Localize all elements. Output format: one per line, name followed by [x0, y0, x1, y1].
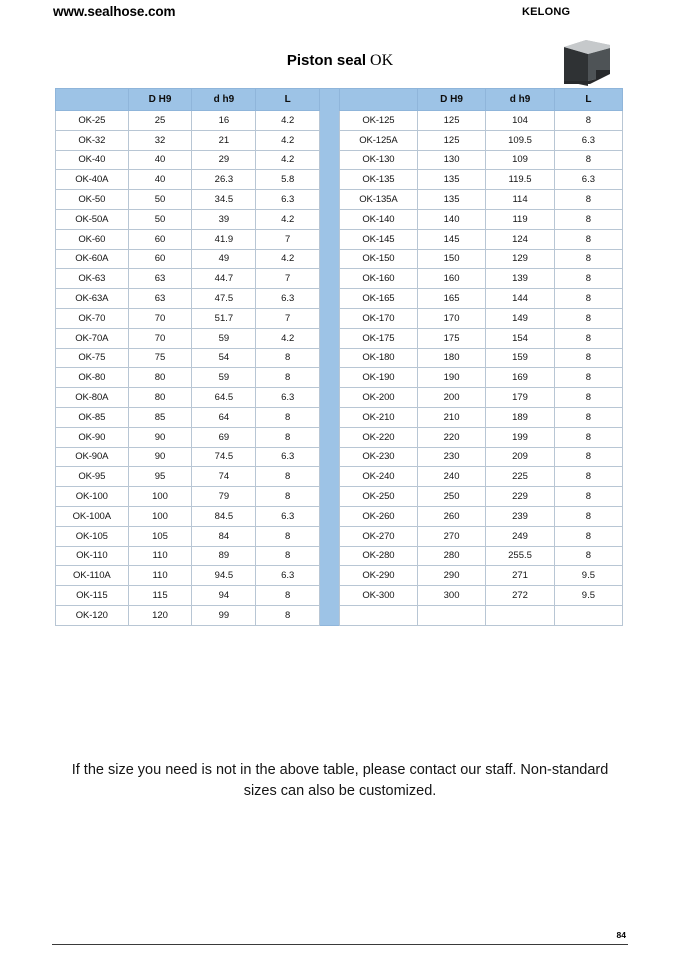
cell-d-h9: 16: [192, 111, 256, 131]
cell-d-h9: 84.5: [192, 506, 256, 526]
table-row: [340, 308, 623, 328]
table-row: [56, 467, 320, 487]
table-row: [340, 150, 623, 170]
site-url: www.sealhose.com: [53, 4, 176, 19]
cell-code: OK-32: [56, 130, 129, 150]
cell-code: OK-250: [340, 487, 418, 507]
cell-d-h9: 154: [486, 328, 554, 348]
table-row: [56, 229, 320, 249]
cell-d-h9: 272: [486, 586, 554, 606]
cell-D-h9: 100: [128, 487, 192, 507]
cell-D-h9: 120: [128, 605, 192, 625]
cell-D-h9: 75: [128, 348, 192, 368]
cell-code: OK-145: [340, 229, 418, 249]
cell-d-h9: 209: [486, 447, 554, 467]
cell-d-h9: 255.5: [486, 546, 554, 566]
cell-code: OK-105: [56, 526, 129, 546]
cell-D-h9: 210: [417, 407, 485, 427]
cell-L: 4.2: [256, 150, 320, 170]
cell-code: OK-90A: [56, 447, 129, 467]
cell-d-h9: 119: [486, 209, 554, 229]
cell-D-h9: 40: [128, 150, 192, 170]
cell-d-h9: 104: [486, 111, 554, 131]
cell-d-h9: 74: [192, 467, 256, 487]
table-body-right: [340, 111, 623, 626]
cell-D-h9: 260: [417, 506, 485, 526]
cell-L: 6.3: [256, 190, 320, 210]
cell-code: OK-270: [340, 526, 418, 546]
cell-L: 8: [256, 526, 320, 546]
table-row: [56, 526, 320, 546]
cell-D-h9: 160: [417, 269, 485, 289]
cell-d-h9: 64: [192, 407, 256, 427]
cell-L: 4.2: [256, 249, 320, 269]
cell-code: OK-63A: [56, 289, 129, 309]
page-number: 84: [616, 930, 626, 940]
cell-code: OK-300: [340, 586, 418, 606]
cell-code: OK-130: [340, 150, 418, 170]
cell-L: 8: [554, 368, 622, 388]
cell-D-h9: 170: [417, 308, 485, 328]
cell-code: OK-125: [340, 111, 418, 131]
cell-L: 7: [256, 308, 320, 328]
piston-seal-profile-icon: [556, 36, 618, 88]
cell-d-h9: 49: [192, 249, 256, 269]
cell-D-h9: 115: [128, 586, 192, 606]
column-header-D: D H9: [417, 89, 485, 111]
table-row: [56, 170, 320, 190]
cell-d-h9: 109.5: [486, 130, 554, 150]
cell-d-h9: 34.5: [192, 190, 256, 210]
cell-L: 8: [554, 209, 622, 229]
cell-L: 6.3: [554, 130, 622, 150]
cell-D-h9: 50: [128, 190, 192, 210]
table-row: [340, 289, 623, 309]
cell-L: 8: [554, 546, 622, 566]
column-header-code: [56, 89, 129, 111]
cell-code: OK-110: [56, 546, 129, 566]
page-title-code: OK: [370, 52, 394, 69]
cell-D-h9: 200: [417, 388, 485, 408]
cell-code: OK-70A: [56, 328, 129, 348]
table-row: [340, 328, 623, 348]
cell-code: OK-40: [56, 150, 129, 170]
table-row: [340, 388, 623, 408]
table-row: [56, 249, 320, 269]
cell-L: 4.2: [256, 209, 320, 229]
table-row: [56, 487, 320, 507]
cell-L: 8: [256, 348, 320, 368]
cell-d-h9: 199: [486, 427, 554, 447]
table-row: [340, 546, 623, 566]
table-row: [340, 566, 623, 586]
table-row: [340, 427, 623, 447]
cell-L: 8: [554, 388, 622, 408]
table-row: [56, 506, 320, 526]
cell-L: 8: [256, 407, 320, 427]
cell-d-h9: 94.5: [192, 566, 256, 586]
cell-code: OK-120: [56, 605, 129, 625]
cell-L: 9.5: [554, 566, 622, 586]
table-row: [56, 388, 320, 408]
cell-L: 8: [554, 190, 622, 210]
cell-d-h9: 84: [192, 526, 256, 546]
table-row: [340, 487, 623, 507]
cell-D-h9: 220: [417, 427, 485, 447]
cell-L: 8: [554, 348, 622, 368]
cell-D-h9: 80: [128, 368, 192, 388]
cell-L: 8: [554, 308, 622, 328]
cell-d-h9: 54: [192, 348, 256, 368]
column-header-D: D H9: [128, 89, 192, 111]
cell-L: 8: [554, 229, 622, 249]
cell-D-h9: 60: [128, 229, 192, 249]
cell-code: OK-80: [56, 368, 129, 388]
table-row: [56, 546, 320, 566]
cell-L: 8: [256, 586, 320, 606]
cell-D-h9: 40: [128, 170, 192, 190]
cell-L: 8: [554, 150, 622, 170]
cell-D-h9: 175: [417, 328, 485, 348]
cell-D-h9: 80: [128, 388, 192, 408]
cell-code: OK-75: [56, 348, 129, 368]
cell-d-h9: 124: [486, 229, 554, 249]
table-header-row: [56, 89, 320, 111]
table-row: [56, 368, 320, 388]
cell-L: 8: [554, 447, 622, 467]
cell-d-h9: 41.9: [192, 229, 256, 249]
cell-D-h9: 25: [128, 111, 192, 131]
table-row: [56, 427, 320, 447]
table-row: [56, 407, 320, 427]
cell-D-h9: 250: [417, 487, 485, 507]
cell-code: [340, 605, 418, 625]
table-row: [340, 526, 623, 546]
cell-D-h9: 240: [417, 467, 485, 487]
cell-D-h9: 90: [128, 447, 192, 467]
cell-L: 5.8: [256, 170, 320, 190]
table-row: [56, 308, 320, 328]
cell-L: 8: [256, 605, 320, 625]
cell-code: OK-175: [340, 328, 418, 348]
cell-L: 8: [554, 328, 622, 348]
cell-D-h9: 230: [417, 447, 485, 467]
table-row: [56, 111, 320, 131]
cell-d-h9: 29: [192, 150, 256, 170]
table-row: [340, 467, 623, 487]
cell-code: OK-60: [56, 229, 129, 249]
brand-name: KELONG: [522, 6, 571, 18]
cell-D-h9: 140: [417, 209, 485, 229]
table-row: [56, 586, 320, 606]
cell-d-h9: 139: [486, 269, 554, 289]
cell-L: 7: [256, 269, 320, 289]
cell-L: 6.3: [256, 447, 320, 467]
cell-code: OK-140: [340, 209, 418, 229]
page-header: [0, 0, 680, 34]
table-row: [340, 249, 623, 269]
column-header-L: L: [256, 89, 320, 111]
cell-d-h9: 119.5: [486, 170, 554, 190]
cell-code: OK-135A: [340, 190, 418, 210]
cell-L: 7: [256, 229, 320, 249]
cell-code: OK-150: [340, 249, 418, 269]
cell-L: 6.3: [554, 170, 622, 190]
cell-code: OK-60A: [56, 249, 129, 269]
cell-L: 8: [554, 506, 622, 526]
cell-D-h9: 135: [417, 170, 485, 190]
cell-L: 8: [256, 546, 320, 566]
table-row: [340, 605, 623, 625]
cell-L: 8: [554, 269, 622, 289]
table-row: [56, 328, 320, 348]
cell-D-h9: 145: [417, 229, 485, 249]
cell-d-h9: 64.5: [192, 388, 256, 408]
cell-code: OK-85: [56, 407, 129, 427]
cell-L: 6.3: [256, 289, 320, 309]
table-row: [340, 209, 623, 229]
cell-code: OK-63: [56, 269, 129, 289]
table-row: [56, 190, 320, 210]
cell-L: 8: [256, 467, 320, 487]
cell-D-h9: 180: [417, 348, 485, 368]
cell-d-h9: 169: [486, 368, 554, 388]
cell-d-h9: 159: [486, 348, 554, 368]
cell-d-h9: 26.3: [192, 170, 256, 190]
table-row: [56, 269, 320, 289]
cell-L: 6.3: [256, 388, 320, 408]
cell-D-h9: 280: [417, 546, 485, 566]
table-row: [340, 447, 623, 467]
cell-L: [554, 605, 622, 625]
cell-code: OK-280: [340, 546, 418, 566]
cell-d-h9: 44.7: [192, 269, 256, 289]
cell-D-h9: 63: [128, 289, 192, 309]
cell-D-h9: 60: [128, 249, 192, 269]
cell-D-h9: 95: [128, 467, 192, 487]
cell-d-h9: 271: [486, 566, 554, 586]
cell-D-h9: 270: [417, 526, 485, 546]
cell-L: 8: [554, 289, 622, 309]
cell-code: OK-110A: [56, 566, 129, 586]
table-header-row: [340, 89, 623, 111]
cell-d-h9: 129: [486, 249, 554, 269]
cell-d-h9: 114: [486, 190, 554, 210]
cell-code: OK-40A: [56, 170, 129, 190]
table-body-left: [56, 111, 320, 626]
cell-code: OK-160: [340, 269, 418, 289]
table-row: [340, 229, 623, 249]
cell-code: OK-210: [340, 407, 418, 427]
cell-D-h9: 105: [128, 526, 192, 546]
cell-L: 8: [554, 526, 622, 546]
page-title-main: Piston seal: [286, 52, 367, 69]
cell-d-h9: 94: [192, 586, 256, 606]
cell-d-h9: 21: [192, 130, 256, 150]
cell-L: 4.2: [256, 130, 320, 150]
cell-code: OK-115: [56, 586, 129, 606]
cell-code: OK-100: [56, 487, 129, 507]
cell-d-h9: 51.7: [192, 308, 256, 328]
cell-D-h9: 50: [128, 209, 192, 229]
table-row: [56, 447, 320, 467]
cell-d-h9: 109: [486, 150, 554, 170]
cell-d-h9: 225: [486, 467, 554, 487]
cell-code: OK-90: [56, 427, 129, 447]
cell-code: OK-200: [340, 388, 418, 408]
table-row: [56, 605, 320, 625]
cell-code: OK-240: [340, 467, 418, 487]
cell-d-h9: 149: [486, 308, 554, 328]
table-row: [340, 190, 623, 210]
cell-L: 6.3: [256, 566, 320, 586]
cell-d-h9: 47.5: [192, 289, 256, 309]
footer-divider: [52, 944, 628, 945]
table-row: [340, 269, 623, 289]
cell-code: OK-190: [340, 368, 418, 388]
table-row: [56, 130, 320, 150]
table-row: [340, 111, 623, 131]
cell-L: 8: [256, 487, 320, 507]
cell-d-h9: 69: [192, 427, 256, 447]
cell-code: OK-25: [56, 111, 129, 131]
cell-d-h9: 239: [486, 506, 554, 526]
cell-D-h9: 190: [417, 368, 485, 388]
cell-d-h9: 59: [192, 368, 256, 388]
product-figure: [556, 36, 618, 88]
cell-d-h9: [486, 605, 554, 625]
column-header-code: [340, 89, 418, 111]
cell-L: 8: [554, 111, 622, 131]
table-row: [340, 586, 623, 606]
table-row: [340, 130, 623, 150]
cell-code: OK-290: [340, 566, 418, 586]
cell-D-h9: 300: [417, 586, 485, 606]
cell-D-h9: 110: [128, 566, 192, 586]
cell-L: 4.2: [256, 111, 320, 131]
column-header-L: L: [554, 89, 622, 111]
cell-code: OK-50: [56, 190, 129, 210]
cell-code: OK-80A: [56, 388, 129, 408]
table-row: [340, 348, 623, 368]
cell-L: 8: [256, 427, 320, 447]
spec-table-right: [339, 88, 623, 626]
cell-d-h9: 59: [192, 328, 256, 348]
cell-D-h9: 125: [417, 111, 485, 131]
cell-L: 8: [554, 249, 622, 269]
cell-code: OK-135: [340, 170, 418, 190]
cell-code: OK-180: [340, 348, 418, 368]
cell-d-h9: 249: [486, 526, 554, 546]
table-row: [56, 566, 320, 586]
cell-D-h9: 85: [128, 407, 192, 427]
cell-code: OK-95: [56, 467, 129, 487]
cell-code: OK-70: [56, 308, 129, 328]
column-header-d: d h9: [486, 89, 554, 111]
cell-D-h9: 130: [417, 150, 485, 170]
cell-d-h9: 89: [192, 546, 256, 566]
cell-code: OK-260: [340, 506, 418, 526]
cell-D-h9: 125: [417, 130, 485, 150]
table-row: [340, 170, 623, 190]
cell-d-h9: 179: [486, 388, 554, 408]
cell-code: OK-170: [340, 308, 418, 328]
cell-D-h9: 165: [417, 289, 485, 309]
cell-d-h9: 99: [192, 605, 256, 625]
cell-code: OK-230: [340, 447, 418, 467]
table-divider: [320, 88, 339, 626]
table-row: [56, 150, 320, 170]
cell-L: 8: [554, 427, 622, 447]
cell-D-h9: 63: [128, 269, 192, 289]
cell-code: OK-220: [340, 427, 418, 447]
cell-D-h9: 90: [128, 427, 192, 447]
column-header-d: d h9: [192, 89, 256, 111]
specification-tables: [55, 88, 623, 626]
cell-D-h9: 100: [128, 506, 192, 526]
cell-L: 4.2: [256, 328, 320, 348]
cell-L: 9.5: [554, 586, 622, 606]
cell-D-h9: 110: [128, 546, 192, 566]
cell-D-h9: 32: [128, 130, 192, 150]
cell-d-h9: 74.5: [192, 447, 256, 467]
cell-d-h9: 229: [486, 487, 554, 507]
cell-L: 8: [256, 368, 320, 388]
cell-L: 8: [554, 407, 622, 427]
table-row: [340, 506, 623, 526]
cell-D-h9: 70: [128, 308, 192, 328]
table-row: [340, 407, 623, 427]
cell-D-h9: 70: [128, 328, 192, 348]
cell-D-h9: 135: [417, 190, 485, 210]
cell-d-h9: 79: [192, 487, 256, 507]
table-row: [56, 209, 320, 229]
table-row: [56, 348, 320, 368]
cell-code: OK-100A: [56, 506, 129, 526]
cell-d-h9: 144: [486, 289, 554, 309]
table-row: [56, 289, 320, 309]
customization-note: If the size you need is not in the above table, please contact our staff. Non-standard sizes can also be customized.: [71, 762, 609, 800]
cell-L: 8: [554, 467, 622, 487]
cell-code: OK-125A: [340, 130, 418, 150]
cell-code: OK-50A: [56, 209, 129, 229]
table-row: [340, 368, 623, 388]
cell-L: 6.3: [256, 506, 320, 526]
cell-D-h9: 290: [417, 566, 485, 586]
cell-D-h9: [417, 605, 485, 625]
cell-d-h9: 189: [486, 407, 554, 427]
cell-d-h9: 39: [192, 209, 256, 229]
cell-L: 8: [554, 487, 622, 507]
spec-table-left: [55, 88, 320, 626]
cell-D-h9: 150: [417, 249, 485, 269]
cell-code: OK-165: [340, 289, 418, 309]
